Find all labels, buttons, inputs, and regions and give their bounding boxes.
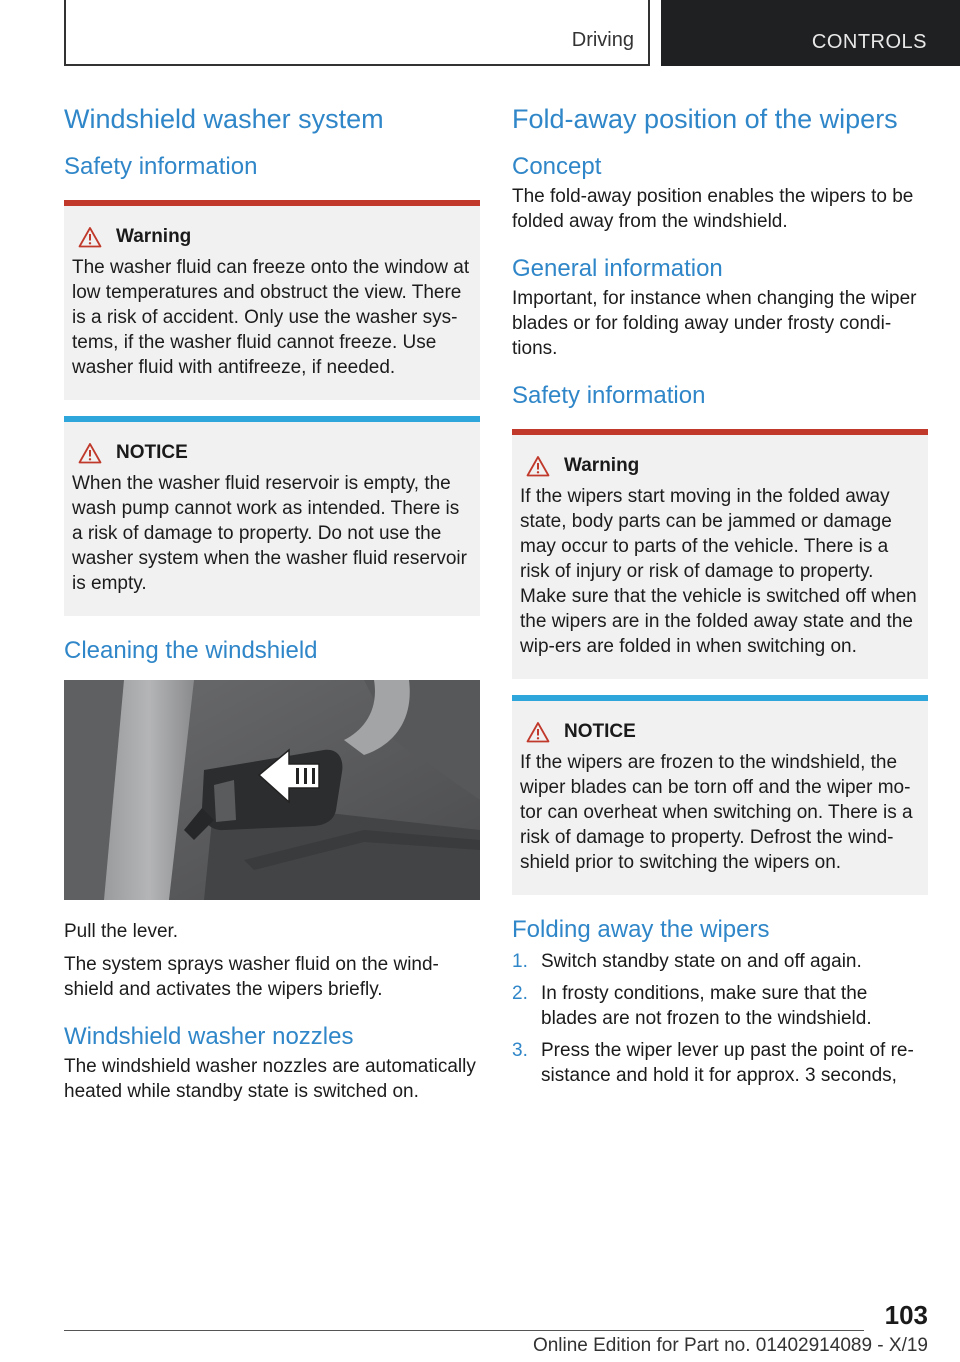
folding-away-heading: Folding away the wipers: [512, 916, 770, 943]
warning-triangle-icon: [526, 455, 550, 477]
left-warning-box: [64, 200, 480, 400]
left-safety-heading: Safety information: [64, 153, 258, 180]
page-number: 103: [884, 1300, 928, 1330]
step-text: Press the wiper lever up past the point of re-sistance and hold it for approx. 3 seconds,: [541, 1040, 914, 1086]
right-column: [512, 100, 928, 1095]
right-notice-title: [520, 719, 920, 744]
header-section-label: Driving: [571, 29, 634, 51]
list-item: [512, 949, 928, 974]
right-safety-heading: Safety information: [512, 382, 706, 409]
left-notice-label: NOTICE: [116, 442, 188, 463]
header-section-box: [64, 0, 650, 66]
left-notice-box: [64, 416, 480, 616]
concept-heading: Concept: [512, 153, 602, 180]
washer-lever-illustration: [64, 680, 480, 900]
cleaning-windshield-heading: Cleaning the windshield: [64, 637, 318, 664]
step-number: 2.: [512, 983, 528, 1004]
folding-steps-list: [512, 949, 928, 1088]
left-column: [64, 100, 480, 1104]
general-info-text: Important, for instance when changing the wiper blades or for folding away under frosty condi-tions.: [512, 288, 917, 359]
step-text: In frosty conditions, make sure that the blades are not frozen to the windshield.: [541, 983, 872, 1029]
cleaning-instruction: Pull the lever.: [64, 921, 179, 942]
header-chapter-label: CONTROLS: [811, 31, 927, 53]
left-warning-label: Warning: [116, 226, 192, 247]
step-number: 3.: [512, 1040, 528, 1061]
footer-edition: Online Edition for Part no. 01402914089 - X/19: [532, 1335, 928, 1356]
warning-triangle-icon: [78, 226, 102, 248]
nozzles-heading: Windshield washer nozzles: [64, 1023, 354, 1050]
left-warning-text: The washer fluid can freeze onto the window at low temperatures and obstruct the view. There is a risk of accident. Only use the washer sys-tems, if the washer fluid cannot freeze. Use washer fluid with antifreeze, if needed.: [72, 257, 470, 378]
right-warning-label: Warning: [564, 455, 640, 476]
cleaning-description: The system sprays washer fluid on the wind-shield and activates the wipers briefly.: [64, 954, 439, 1000]
right-warning-text: If the wipers start moving in the folded away state, body parts can be jammed or damage may occur to parts of the vehicle. There is a risk of injury or risk of damage to property. Make sure that the vehicle is switched off when the wipers are in the folded away state and the wip-ers are folded in when switching on.: [520, 486, 917, 657]
general-info-heading: General information: [512, 255, 723, 282]
step-number: 1.: [512, 951, 528, 972]
fold-away-title: Fold-away position of the wipers: [512, 104, 898, 134]
list-item: [512, 981, 928, 1031]
right-notice-box: [512, 695, 928, 895]
list-item: [512, 1038, 928, 1088]
concept-text: The fold-away position enables the wipers to be folded away from the windshield.: [512, 186, 914, 232]
warning-triangle-icon: [78, 442, 102, 464]
footer-divider: [64, 1330, 864, 1331]
header-chapter-box: [661, 0, 960, 66]
step-text: Switch standby state on and off again.: [541, 951, 862, 972]
left-notice-title: [72, 440, 472, 465]
warning-triangle-icon: [526, 721, 550, 743]
left-warning-title: [72, 224, 472, 249]
left-notice-text: When the washer fluid reservoir is empty, the wash pump cannot work as intended. There is a risk of damage to property. Do not use the washer system when the washer fluid reservoir is empty.: [72, 473, 467, 594]
right-notice-label: NOTICE: [564, 721, 636, 742]
right-warning-box: [512, 429, 928, 679]
right-notice-text: If the wipers are frozen to the windshield, the wiper blades can be torn off and the wiper mo-tor can overheat when switching on. There is a risk of damage to property. Defrost the wind-shield prior to switching the wipers on.: [520, 752, 913, 873]
nozzles-text: The windshield washer nozzles are automatically heated while standby state is switched on.: [64, 1056, 476, 1102]
right-warning-title: [520, 453, 920, 478]
windshield-washer-title: Windshield washer system: [64, 104, 384, 134]
